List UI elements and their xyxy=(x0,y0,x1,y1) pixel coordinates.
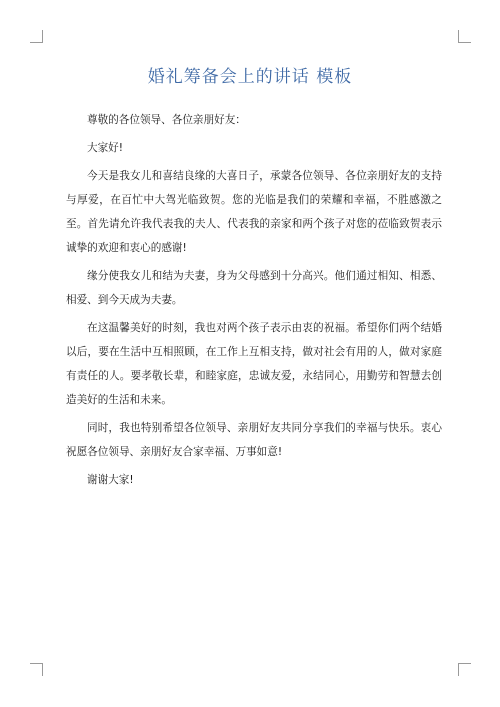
crop-mark-bottom-left xyxy=(30,663,43,676)
crop-mark-top-left xyxy=(30,30,43,43)
salutation: 尊敬的各位领导、各位亲朋好友： xyxy=(87,114,246,126)
body-paragraph: 在这温馨美好的时刻，我也对两个孩子表示由衷的祝福。希望你们两个结婚以后，要在生活中互相照顾，在工作上互相支持，做对社会有用的人，做对家庭有责任的人。要孝敬长辈，和睦家庭，忠诚友爱，永结同心，用勤劳和智慧去创造美好的生活和未来。 xyxy=(66,322,442,406)
body-paragraph: 今天是我女儿和喜结良缘的大喜日子，承蒙各位领导、各位亲朋好友的支持与厚爱，在百忙中大驾光临致贺。您的光临是我们的荣耀和幸福，不胜感激之至。首先请允许我代表我的夫人、代表我的亲家和两个孩子对您的莅临致贺表示诚挚的欢迎和衷心的感谢! xyxy=(66,170,442,254)
body-paragraph: 缘分使我女儿和结为夫妻，身为父母感到十分高兴。他们通过相知、相悉、相爱、到今天成为夫妻。 xyxy=(66,270,442,306)
document-title: 婚礼筹备会上的讲话 模板 xyxy=(147,67,353,87)
crop-mark-bottom-right xyxy=(458,663,471,676)
crop-mark-top-right xyxy=(458,30,471,43)
closing: 谢谢大家! xyxy=(87,474,134,486)
document-body xyxy=(66,108,442,496)
greeting: 大家好! xyxy=(87,142,124,154)
body-paragraph: 同时，我也特别希望各位领导、亲朋好友共同分享我们的幸福与快乐。衷心祝愿各位领导、亲朋好友合家幸福、万事如意! xyxy=(66,422,442,458)
